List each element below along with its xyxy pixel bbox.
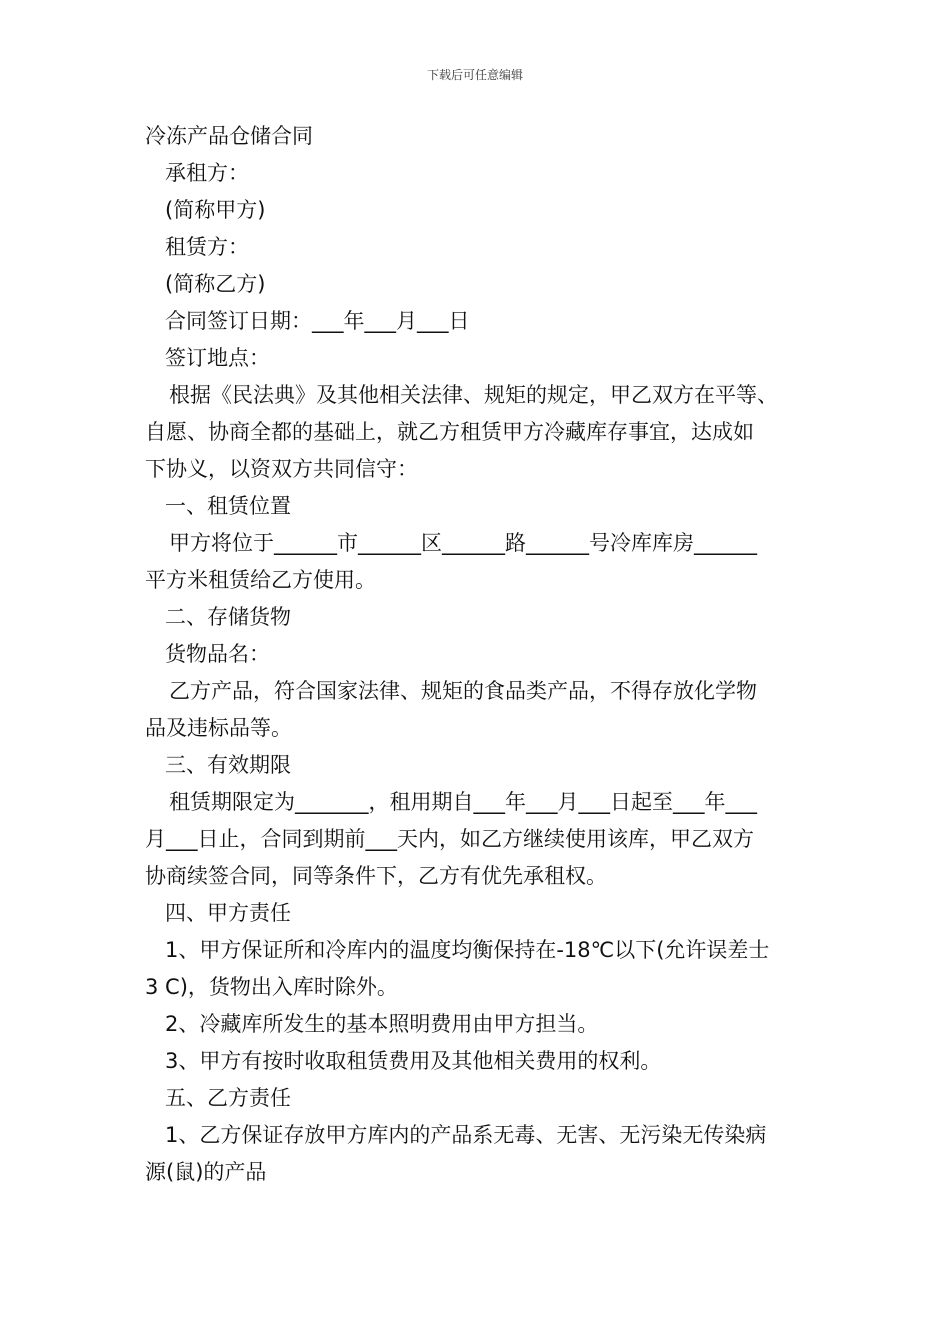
- document-line: 签订地点：: [165, 346, 270, 370]
- document-line: 1、乙方保证存放甲方库内的产品系无毒、无害、无污染无传染病: [165, 1123, 767, 1147]
- document-line: 货物品名：: [165, 642, 270, 666]
- document-line: 四、甲方责任: [165, 901, 291, 925]
- document-line: 3、甲方有按时收取租赁费用及其他相关费用的权利。: [165, 1049, 662, 1073]
- document-line: 乙方产品，符合国家法律、规矩的食品类产品，不得存放化学物: [169, 679, 757, 703]
- document-line: 三、有效期限: [165, 753, 291, 777]
- document-line: 1、甲方保证所和冷库内的温度均衡保持在-18℃以下(允许误差士: [165, 938, 770, 962]
- document-line: 源(鼠)的产品: [145, 1160, 267, 1184]
- document-line: 五、乙方责任: [165, 1086, 291, 1110]
- document-line: (简称甲方): [165, 198, 266, 222]
- document-line: 平方米租赁给乙方使用。: [145, 568, 376, 592]
- document-line: 协商续签合同，同等条件下，乙方有优先承租权。: [145, 864, 607, 888]
- document-line: 月___日止，合同到期前___天内，如乙方继续使用该库，甲乙双方: [145, 827, 754, 851]
- document-title: 冷冻产品仓储合同: [145, 124, 313, 148]
- document-body: [145, 118, 825, 1191]
- document-line: 根据《民法典》及其他相关法律、规矩的规定，甲乙双方在平等、: [169, 383, 778, 407]
- document-line: (简称乙方): [165, 272, 266, 296]
- document-line: 承租方：: [165, 161, 249, 185]
- document-line: 合同签订日期：___年___月___日: [165, 309, 470, 333]
- document-line: 甲方将位于______市______区______路______号冷库库房______: [169, 531, 757, 555]
- document-line: 下协义，以资双方共同信守：: [145, 457, 418, 481]
- document-line: 自愿、协商全都的基础上，就乙方租赁甲方冷藏库存事宜，达成如: [145, 420, 754, 444]
- document-line: 品及违标品等。: [145, 716, 292, 740]
- document-line: 2、冷藏库所发生的基本照明费用由甲方担当。: [165, 1012, 599, 1036]
- document-line: 租赁方：: [165, 235, 249, 259]
- document-line: 租赁期限定为_______，租用期自___年___月___日起至___年___: [169, 790, 757, 814]
- document-line: 3 C)，货物出入库时除外。: [145, 975, 398, 999]
- header-note: 下载后可任意编辑: [426, 68, 523, 82]
- document-line: 一、租赁位置: [165, 494, 291, 518]
- document-line: 二、存储货物: [165, 605, 291, 629]
